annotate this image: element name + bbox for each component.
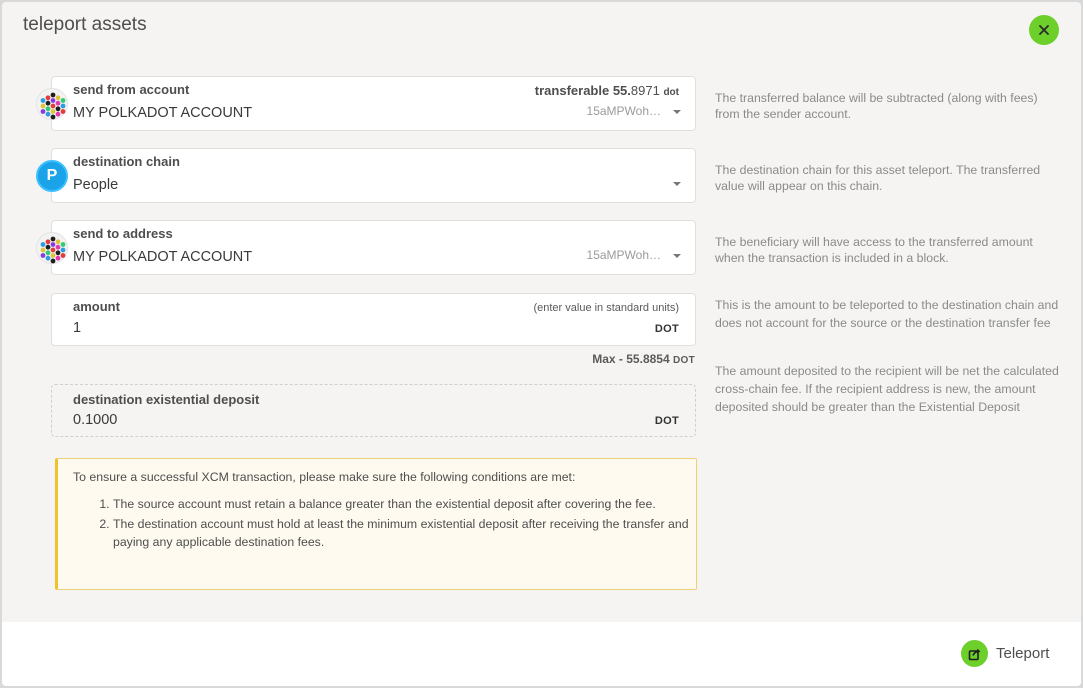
send-from-help: The transferred balance will be subtracted (along with fees) from the sender account. — [715, 91, 1038, 121]
send-to-help: The beneficiary will have access to the transferred amount when the transaction is included in a block. — [715, 235, 1033, 265]
transferable-label: transferable — [534, 83, 610, 98]
chain-logo-letter: P — [46, 167, 58, 184]
warning-item: 1. The source account must retain a balance greater than the existential deposit after covering the fee. — [113, 495, 693, 513]
send-from-label: send from account — [73, 82, 190, 97]
amount-hint: (enter value in standard units) — [533, 302, 679, 314]
modal-footer — [2, 622, 1081, 686]
existential-deposit-unit: DOT — [654, 415, 679, 427]
warning-list — [73, 495, 693, 551]
chevron-down-icon — [673, 254, 681, 258]
amount-input[interactable] — [51, 293, 696, 346]
transferable-unit: dot — [663, 87, 679, 98]
existential-deposit-help: The amount deposited to the recipient will be net the calculated cross-chain fee. If the recipient address is new, the amount deposited should be greater than the Existential Deposit — [715, 364, 1059, 414]
send-from-address: 15aMPWoh… — [586, 104, 661, 118]
close-icon — [1039, 25, 1049, 35]
destination-chain-help: The destination chain for this asset teleport. The transferred value will appear on this chain. — [715, 163, 1041, 193]
max-amount-unit: DOT — [672, 355, 695, 366]
send-to-address-select[interactable] — [51, 220, 696, 275]
identicon-avatar — [36, 88, 68, 120]
people-chain-logo-icon — [36, 160, 68, 192]
existential-deposit-value: 0.1000 — [73, 412, 118, 428]
send-to-account-name: MY POLKADOT ACCOUNT — [73, 249, 253, 265]
modal-title: teleport assets — [23, 14, 147, 35]
amount-help: This is the amount to be teleported to the destination chain and does not account for the source or the destination transfer fee — [715, 298, 1059, 330]
amount-value[interactable]: 1 — [73, 320, 82, 336]
destination-chain-value: People — [73, 177, 119, 193]
max-amount[interactable] — [592, 352, 695, 366]
amount-unit: DOT — [654, 323, 679, 335]
chevron-down-icon — [673, 110, 681, 114]
max-amount-label: Max - 55.8854 — [592, 352, 670, 366]
teleport-modal — [2, 2, 1081, 686]
teleport-label: Teleport — [996, 645, 1050, 662]
transferable-balance — [535, 83, 679, 98]
chevron-down-icon — [673, 182, 681, 186]
warning-intro: To ensure a successful XCM transaction, please make sure the following conditions are met: — [73, 470, 576, 484]
xcm-warning-box — [55, 458, 697, 590]
transferable-int: 55. — [612, 83, 631, 98]
existential-deposit-field — [51, 384, 696, 437]
transferable-dec: 8971 — [630, 83, 660, 98]
send-to-address: 15aMPWoh… — [586, 248, 661, 262]
send-from-account-name: MY POLKADOT ACCOUNT — [73, 105, 253, 121]
identicon-avatar — [36, 232, 68, 264]
share-icon — [961, 640, 988, 667]
existential-deposit-label: destination existential deposit — [73, 392, 260, 407]
close-button[interactable] — [1029, 15, 1059, 45]
teleport-button[interactable] — [961, 640, 1049, 667]
send-to-label: send to address — [73, 226, 173, 241]
warning-item: 2. The destination account must hold at least the minimum existential deposit after receiving the transfer and paying any applicable destination fees. — [113, 515, 693, 551]
send-from-account-select[interactable] — [51, 76, 696, 131]
destination-chain-label: destination chain — [73, 154, 180, 169]
amount-label: amount — [73, 299, 120, 314]
destination-chain-select[interactable] — [46, 148, 696, 203]
